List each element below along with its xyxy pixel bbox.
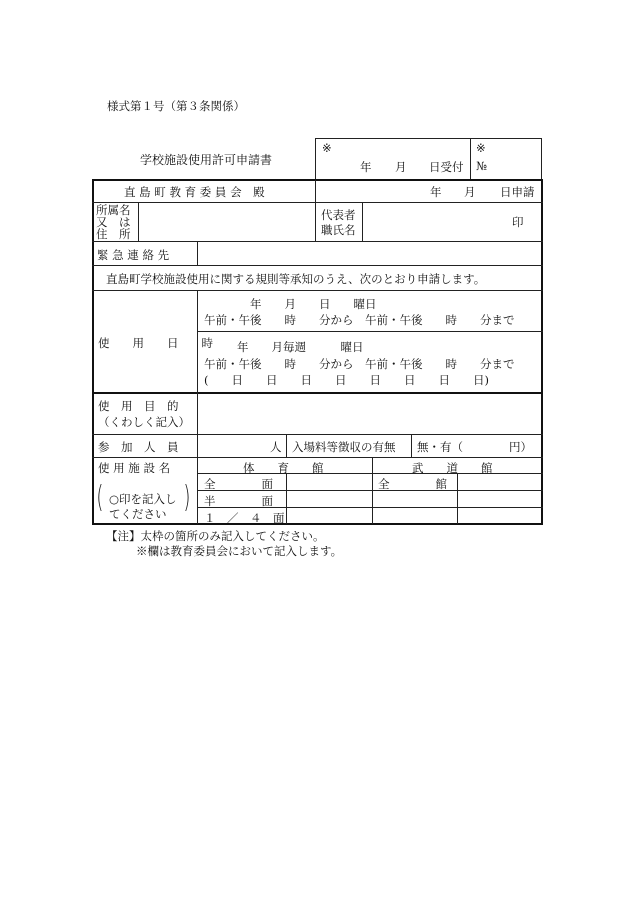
apply-day: 日申請	[500, 185, 535, 199]
org-label-1: 所属名	[96, 203, 131, 217]
emergency-contact-field[interactable]	[199, 243, 541, 264]
budokan-option-full: 全 館	[378, 477, 447, 491]
org-label-2: 又 は	[96, 215, 131, 229]
form-number: 様式第１号（第３条関係）	[107, 99, 245, 113]
participants-count-field[interactable]	[199, 436, 267, 456]
receipt-month: 月	[395, 160, 407, 174]
org-label-3: 住 所	[96, 227, 131, 241]
note-1: 【注】太枠の箇所のみ記入してください。	[106, 529, 325, 543]
budokan-full-mark-field[interactable]	[459, 475, 541, 489]
seal-mark: 印	[512, 215, 524, 229]
gym-full-mark-field[interactable]	[288, 475, 371, 489]
emergency-label: 緊 急 連 絡 先	[97, 248, 170, 262]
fee-label: 入場料等徴収の有無	[292, 440, 396, 454]
number-mark: ※	[476, 141, 486, 155]
application-statement: 直島町学校施設使用に関する規則等承知のうえ、次のとおり申請します。	[106, 272, 486, 286]
budokan-header: 武 道 館	[412, 461, 493, 475]
receipt-mark: ※	[322, 141, 332, 155]
gym-option-full: 全 面	[204, 477, 273, 491]
facility-label: 使 用 施 設 名	[98, 461, 171, 475]
apply-month: 月	[464, 185, 476, 199]
single-date-line[interactable]: 年 月 日 曜日	[250, 297, 377, 311]
apply-year: 年	[430, 185, 442, 199]
receipt-year: 年	[360, 160, 372, 174]
participants-label: 参 加 人 員	[98, 440, 179, 454]
gym-option-quarter: １ ／ ４ 面	[204, 511, 285, 525]
weekly-days-line[interactable]: ( 日 日 日 日 日 日 日 日)	[204, 373, 489, 387]
single-time-line[interactable]: 午前・午後 時 分から 午前・午後 時 分まで	[204, 313, 515, 327]
facility-note-1: ○印を記入し	[109, 492, 177, 506]
participants-unit: 人	[270, 440, 282, 454]
weekly-date-line[interactable]: 年 月毎週 曜日	[237, 340, 364, 354]
purpose-label: 使 用 目 的	[98, 399, 179, 413]
purpose-field[interactable]	[199, 395, 541, 433]
fee-value[interactable]: 無・有（ 円）	[417, 440, 532, 454]
gym-option-half: 半 面	[204, 494, 273, 508]
gym-header: 体 育 館	[243, 461, 324, 475]
gym-quarter-mark-field[interactable]	[288, 509, 371, 523]
form-title: 学校施設使用許可申請書	[140, 153, 273, 167]
number-label: №	[476, 159, 487, 173]
weekly-time-line[interactable]: 午前・午後 時 分から 午前・午後 時 分まで	[204, 357, 515, 371]
note-paren-right: )	[183, 480, 191, 515]
rep-label-1: 代表者	[321, 208, 356, 222]
usage-time-label: 使 用 日 時	[98, 336, 213, 350]
rep-label-2: 職氏名	[321, 223, 356, 237]
addressee: 直 島 町 教 育 委 員 会 殿	[124, 185, 265, 199]
representative-name-field[interactable]	[364, 204, 504, 240]
receipt-day: 日受付	[429, 160, 464, 174]
facility-note-2: てください	[109, 507, 167, 521]
note-paren-left: (	[96, 480, 104, 515]
org-address-field[interactable]	[140, 204, 314, 240]
note-2: ※欄は教育委員会において記入します。	[136, 544, 343, 558]
gym-half-mark-field[interactable]	[288, 492, 371, 506]
purpose-sublabel: （くわしく記入）	[98, 415, 190, 429]
